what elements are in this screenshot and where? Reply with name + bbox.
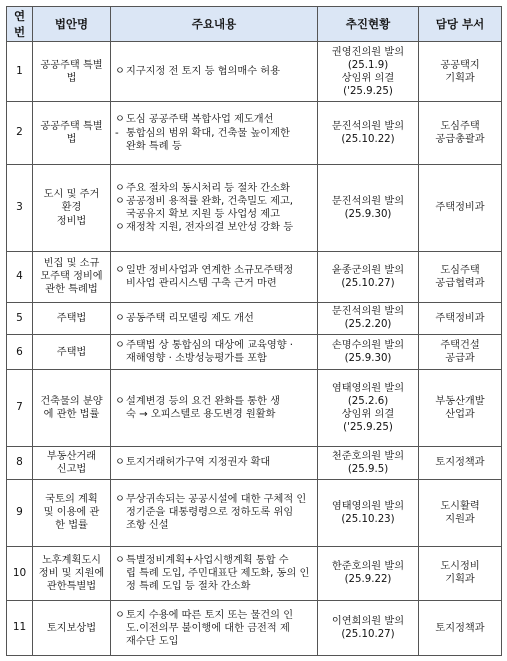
bullet-marker: ㅇ: [115, 340, 125, 352]
content-cell: [111, 479, 318, 546]
status-line: 상임위 의결: [341, 72, 395, 84]
content-text: 일반 정비사업과 연계한 소규모주택정: [126, 264, 294, 276]
content-line: [115, 609, 315, 622]
status-line: (25.9.5): [347, 463, 389, 475]
row-number: 6: [7, 335, 33, 370]
law-name-line: 노후계획도시: [41, 554, 102, 566]
dept-line: 공급협력과: [435, 277, 485, 289]
row-number: 5: [7, 302, 33, 335]
law-name-line: 관한 특례법: [45, 284, 98, 296]
dept-line: 공공택지: [440, 59, 480, 71]
status-line: (25.10.23): [341, 513, 395, 525]
header-content: 주요내용: [111, 7, 318, 42]
status-cell: [318, 479, 419, 546]
header-status: 추진현황: [318, 7, 419, 42]
status-line: 염태영의원 발의: [331, 383, 405, 395]
status-line: 권영진의원 발의: [331, 46, 405, 58]
dept-line: 산업과: [445, 409, 475, 421]
law-name-cell: [33, 335, 111, 370]
content-cell: [111, 302, 318, 335]
table-row: [7, 164, 502, 252]
content-text: 재정착 지원, 전자의결 보안성 강화 등: [126, 222, 294, 234]
content-line: [115, 339, 315, 352]
content-line: [115, 208, 315, 221]
content-line: [115, 264, 315, 277]
status-line: (25.9.30): [344, 208, 392, 220]
content-line: [115, 580, 315, 593]
bullet-marker: ㅇ: [115, 182, 125, 194]
law-name-cell: [33, 546, 111, 601]
law-name-cell: [33, 601, 111, 656]
content-line: [115, 113, 315, 126]
law-name-line: 부동산거래: [46, 450, 97, 462]
status-line: 문진석의원 발의: [331, 121, 405, 132]
status-cell: [318, 446, 419, 479]
content-line: [115, 493, 315, 506]
content-line: [115, 277, 315, 290]
content-cell: [111, 252, 318, 302]
content-text: 공공정비 용적률 완화, 건축밀도 제고,: [126, 195, 294, 207]
table-row: [7, 479, 502, 546]
status-cell: [318, 302, 419, 335]
content-cell: [111, 601, 318, 656]
table-row: [7, 370, 502, 447]
dept-cell: [419, 42, 502, 102]
law-name-line: 법: [66, 72, 77, 84]
row-number: 1: [7, 42, 33, 102]
content-line: [115, 635, 315, 648]
header-no: 연번: [7, 7, 33, 42]
bullet-marker: ㅇ: [115, 114, 125, 126]
content-line: [115, 554, 315, 567]
status-line: (25.10.27): [341, 277, 395, 289]
bullet-marker: -: [115, 127, 119, 139]
content-text: 주요 절차의 동시처리 등 절차 간소화: [126, 182, 290, 194]
dept-line: 공급총괄과: [435, 134, 485, 146]
dept-cell: [419, 252, 502, 302]
dept-line: 도심주택: [440, 121, 480, 132]
law-name-cell: [33, 42, 111, 102]
status-line: (25.2.6): [347, 396, 389, 408]
dept-line: 지원과: [445, 513, 475, 525]
dept-line: 도시활력: [440, 500, 480, 512]
dept-line: 주택정비과: [435, 312, 485, 324]
dept-line: 주택정비과: [435, 202, 485, 214]
content-text: 숙 → 오피스텔로 용도변경 원활화: [126, 409, 276, 421]
dept-cell: [419, 335, 502, 370]
status-line: (25.10.27): [341, 629, 395, 641]
law-name-cell: [33, 252, 111, 302]
status-line: (25.1.9): [347, 59, 389, 71]
status-line: 천준호의원 발의: [331, 450, 405, 462]
dept-cell: [419, 546, 502, 601]
law-name-line: 공공주택 특별: [40, 121, 103, 132]
law-name-cell: [33, 370, 111, 447]
status-line: 한준호의원 발의: [331, 561, 405, 573]
bullet-marker: ㅇ: [115, 396, 125, 408]
table-row: [7, 446, 502, 479]
status-cell: [318, 601, 419, 656]
content-line: [115, 506, 315, 519]
content-text: 설계변경 등의 요건 완화를 통한 생: [126, 396, 280, 408]
law-name-line: 법: [66, 134, 77, 146]
content-line: [115, 408, 315, 421]
dept-line: 공급과: [445, 353, 475, 365]
status-cell: [318, 335, 419, 370]
status-line: ('25.9.25): [343, 85, 393, 97]
content-line: [115, 65, 315, 78]
content-text: 재수단 도입: [126, 635, 179, 647]
content-line: [115, 127, 315, 140]
content-line: [115, 456, 315, 469]
bullet-marker: ㅇ: [115, 222, 125, 234]
content-text: 도심 공공주택 복합사업 제도개선: [126, 114, 274, 126]
law-name-line: 신고법: [56, 463, 87, 475]
row-number: 3: [7, 164, 33, 252]
status-line: ('25.9.25): [343, 422, 393, 434]
law-name-line: 에 관한 법률: [43, 409, 100, 421]
law-name-line: 주택법: [56, 346, 87, 358]
content-text: 통합심의 범위 확대, 건축물 높이제한: [126, 127, 290, 139]
header-dept: 담당 부서: [419, 7, 502, 42]
status-line: 상임위 의결: [341, 409, 395, 421]
bullet-marker: ㅇ: [115, 195, 125, 207]
status-cell: [318, 42, 419, 102]
status-cell: [318, 370, 419, 447]
dept-cell: [419, 370, 502, 447]
row-number: 8: [7, 446, 33, 479]
content-cell: [111, 546, 318, 601]
row-number: 7: [7, 370, 33, 447]
dept-cell: [419, 102, 502, 164]
law-name-line: 건축물의 분양: [40, 396, 103, 408]
table-row: [7, 252, 502, 302]
status-line: (25.9.30): [344, 353, 392, 365]
row-number: 4: [7, 252, 33, 302]
content-text: 정 특례 도입 등 절차 간소화: [126, 580, 251, 592]
bullet-marker: ㅇ: [115, 494, 125, 506]
content-cell: [111, 446, 318, 479]
content-line: [115, 195, 315, 208]
law-name-line: 정비법: [56, 215, 87, 227]
status-line: 이연희의원 발의: [331, 616, 405, 628]
status-line: (25.2.20): [344, 319, 392, 331]
content-line: [115, 221, 315, 234]
table-row: [7, 335, 502, 370]
status-cell: [318, 252, 419, 302]
status-line: 윤종군의원 발의: [331, 264, 405, 276]
dept-cell: [419, 302, 502, 335]
dept-line: 토지정책과: [435, 457, 485, 469]
dept-line: 기획과: [445, 72, 475, 84]
table-row: [7, 102, 502, 164]
dept-line: 부동산개발: [435, 396, 485, 408]
status-cell: [318, 102, 419, 164]
content-cell: [111, 335, 318, 370]
table-row: [7, 302, 502, 335]
content-line: [115, 352, 315, 365]
row-number: 11: [7, 601, 33, 656]
content-text: 지구지정 전 토지 등 협의매수 허용: [126, 66, 280, 78]
law-name-line: 모주택 정비에: [40, 271, 103, 283]
content-text: 주택법 상 통합심의 대상에 교육영향 ·: [126, 340, 294, 352]
status-line: 문진석의원 발의: [331, 306, 405, 318]
law-name-line: 관한특별법: [46, 580, 97, 592]
dept-line: 토지정책과: [435, 622, 485, 634]
content-line: [115, 140, 315, 153]
row-number: 2: [7, 102, 33, 164]
law-name-line: 주택법: [56, 312, 87, 324]
content-text: 무상귀속되는 공공시설에 대한 구체적 인: [126, 494, 307, 506]
status-line: 문진석의원 발의: [331, 195, 405, 207]
row-number: 10: [7, 546, 33, 601]
content-line: [115, 567, 315, 580]
bill-status-table: [6, 6, 502, 656]
law-name-line: 토지보상법: [46, 622, 97, 634]
status-line: 손명수의원 발의: [331, 340, 405, 352]
law-name-cell: [33, 446, 111, 479]
content-cell: [111, 102, 318, 164]
table-header-row: [7, 7, 502, 42]
content-cell: [111, 42, 318, 102]
dept-cell: [419, 479, 502, 546]
content-text: 토지거래허가구역 지정권자 확대: [126, 457, 271, 469]
law-name-line: 공공주택 특별: [40, 59, 103, 71]
bullet-marker: ㅇ: [115, 609, 125, 621]
dept-cell: [419, 601, 502, 656]
dept-line: 도심주택: [440, 264, 480, 276]
law-name-line: 한 법률: [55, 520, 88, 532]
content-text: 토지 수용에 따른 토지 또는 물건의 인: [126, 609, 294, 621]
status-line: (25.10.22): [341, 134, 395, 146]
content-text: 정기준을 대통령령으로 정하도록 위임: [126, 507, 294, 519]
dept-line: 주택건설: [440, 340, 480, 352]
table-row: [7, 42, 502, 102]
content-cell: [111, 370, 318, 447]
bullet-marker: ㅇ: [115, 554, 125, 566]
content-text: 공동주택 리모델링 제도 개선: [126, 312, 254, 324]
content-line: [115, 395, 315, 408]
bullet-marker: ㅇ: [115, 264, 125, 276]
content-text: 도.이전의무 불이행에 대한 금전적 제: [126, 622, 290, 634]
law-name-line: 국토의 계획: [45, 494, 98, 506]
content-line: [115, 622, 315, 635]
bullet-marker: ㅇ: [115, 66, 125, 78]
law-name-cell: [33, 302, 111, 335]
content-line: [115, 519, 315, 532]
law-name-cell: [33, 479, 111, 546]
content-text: 완화 특례 등: [126, 140, 182, 152]
content-text: 비사업 관리시스템 구축 근거 마련: [126, 277, 277, 289]
content-text: 립 특례 도입, 주민대표단 제도화, 동의 인: [126, 567, 310, 579]
status-cell: [318, 164, 419, 252]
row-number: 9: [7, 479, 33, 546]
table-row: [7, 546, 502, 601]
content-text: 특별정비계획+사업시행계획 통합 수: [126, 554, 289, 566]
header-law: 법안명: [33, 7, 111, 42]
table-body: [7, 42, 502, 656]
dept-cell: [419, 446, 502, 479]
status-cell: [318, 546, 419, 601]
content-line: [115, 182, 315, 195]
status-line: (25.9.22): [344, 574, 392, 586]
law-name-line: 환경: [61, 202, 82, 214]
law-name-cell: [33, 102, 111, 164]
law-name-line: 정비 및 지원에: [38, 567, 105, 579]
content-cell: [111, 164, 318, 252]
law-name-line: 빈집 및 소규: [43, 258, 100, 270]
content-text: 국공유지 확보 지원 등 사업성 제고: [126, 208, 280, 220]
dept-cell: [419, 164, 502, 252]
content-text: 재해영향 · 소방성능평가를 포함: [126, 353, 267, 365]
bullet-marker: ㅇ: [115, 312, 125, 324]
dept-line: 기획과: [445, 574, 475, 586]
table-row: [7, 601, 502, 656]
bullet-marker: ㅇ: [115, 457, 125, 469]
law-name-line: 및 이용에 관: [43, 507, 100, 519]
status-line: 염태영의원 발의: [331, 500, 405, 512]
dept-line: 도시정비: [440, 561, 480, 573]
content-line: [115, 312, 315, 325]
content-text: 조항 신설: [126, 520, 169, 532]
law-name-cell: [33, 164, 111, 252]
law-name-line: 도시 및 주거: [43, 189, 100, 201]
